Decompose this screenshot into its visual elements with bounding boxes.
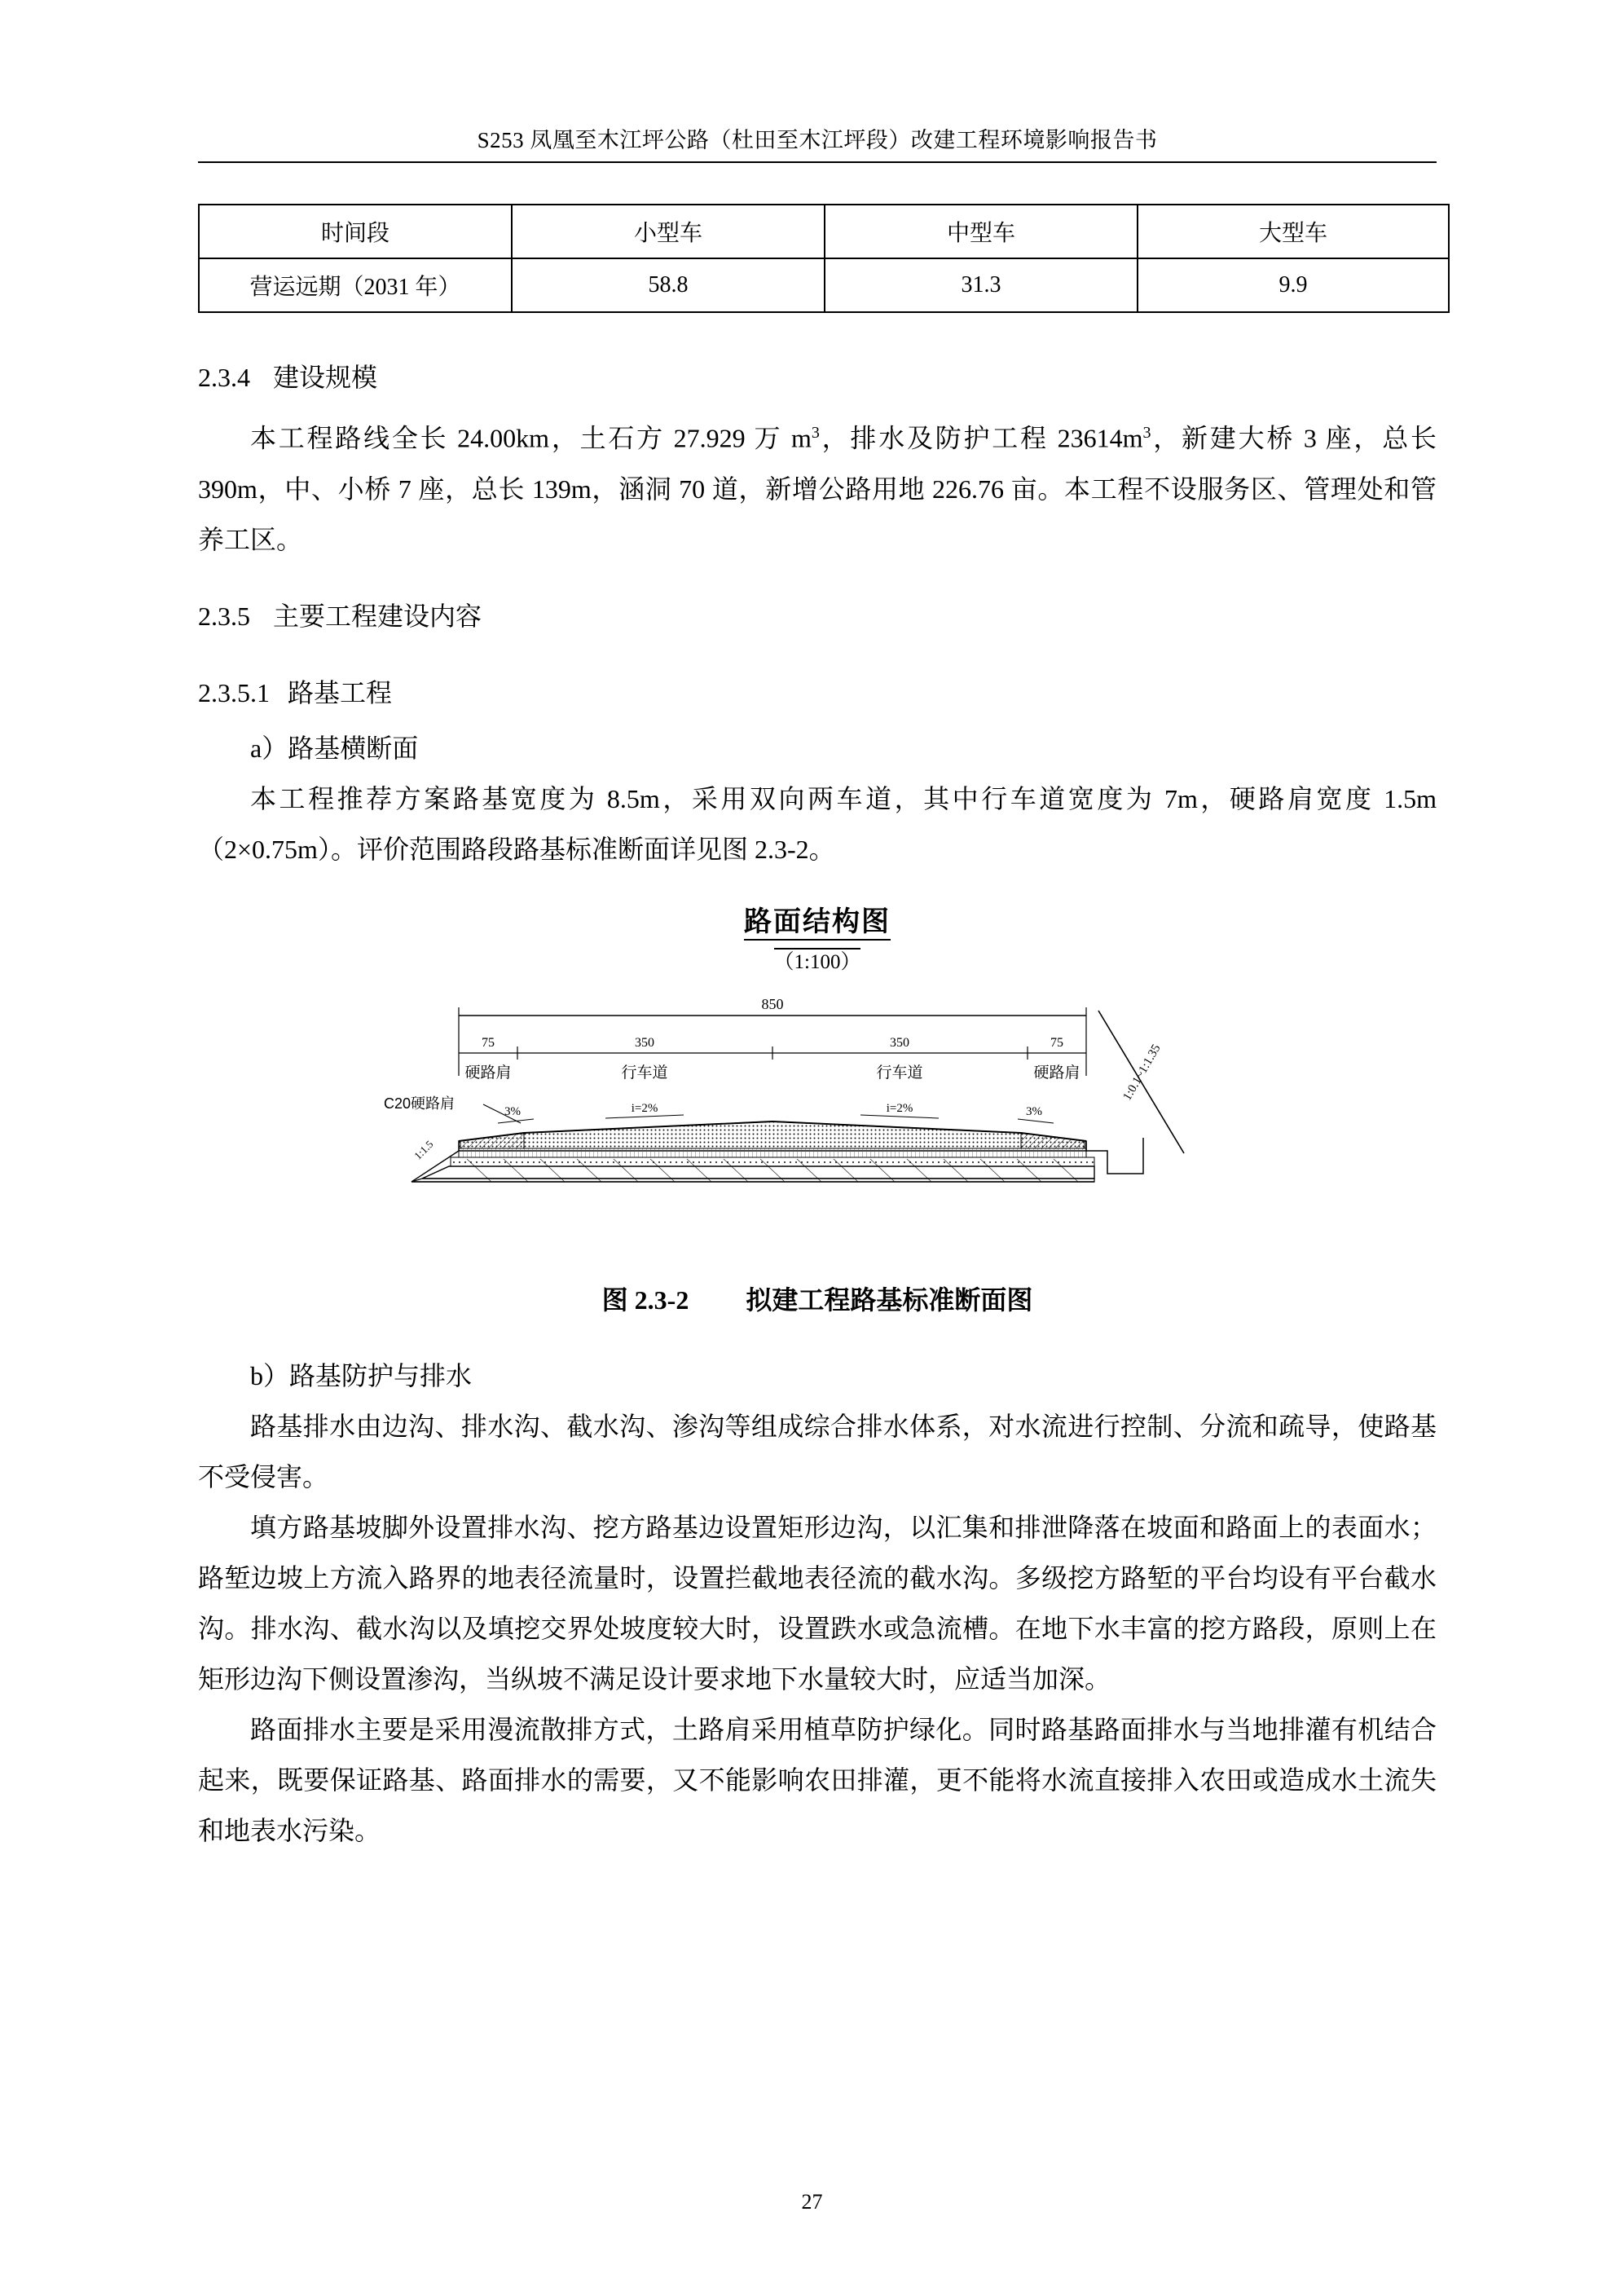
figure-scale-text: （1:100） <box>774 948 861 973</box>
figure-2-3-2 <box>198 894 1437 1350</box>
figure-caption-number: 图 2.3-2 <box>601 1284 689 1315</box>
figure-title <box>198 899 1437 939</box>
figure-caption-text: 拟建工程路基标准断面图 <box>746 1284 1033 1315</box>
label-lane-right: 行车道 <box>876 1064 923 1082</box>
running-header: S253 凤凰至木江坪公路（杜田至木江坪段）改建工程环境影响报告书 <box>477 128 1158 152</box>
list-item-b: b）路基防护与排水 <box>250 1360 473 1390</box>
table-row <box>199 258 1449 312</box>
figure-caption <box>198 1280 1437 1317</box>
dim-lane-right-label: 350 <box>890 1035 909 1050</box>
table-header-cell: 小型车 <box>512 205 825 258</box>
label-cross-slope-left: i=2% <box>631 1101 658 1115</box>
dim-total-label: 850 <box>761 995 784 1012</box>
table-header-cell: 时间段 <box>199 205 512 258</box>
section-title: 建设规模 <box>273 363 378 392</box>
label-slope-left: 3% <box>504 1104 521 1118</box>
table-header-cell: 中型车 <box>825 205 1138 258</box>
figure-drawing <box>198 978 1437 1271</box>
dim-shoulder-right-label: 75 <box>1050 1035 1063 1050</box>
page-number: 27 <box>801 2190 823 2214</box>
paragraph-cross-section: 本工程推荐方案路基宽度为 8.5m，采用双向两车道，其中行车道宽度为 7m，硬路肩宽度 1.5m（2×0.75m）。评价范围路段路基标准断面详见图 2.3-2。 <box>198 783 1437 864</box>
label-lane-left: 行车道 <box>621 1064 668 1082</box>
road-cross-section-svg <box>361 978 1274 1271</box>
label-shoulder-left: 硬路肩 <box>464 1064 512 1082</box>
label-side-slope: 1:0.1~1:1.35 <box>1120 1042 1164 1103</box>
label-c20: C20硬路肩 <box>384 1095 456 1112</box>
body-content <box>198 326 1437 1856</box>
section-heading-2-3-5 <box>198 591 1437 641</box>
table-header-cell: 大型车 <box>1138 205 1449 258</box>
section-number: 2.3.5.1 <box>198 677 270 707</box>
header-divider <box>198 161 1437 163</box>
paragraph-construction-scale <box>198 408 1437 565</box>
section-number: 2.3.4 <box>198 363 250 392</box>
text-run: ，新建大桥 3 座，总长 390m，中、小桥 7 座，总长 139m，涵洞 70 道，新增公路用地 226.76 亩。本工程不设服务区、管理处和管养工区。 <box>198 423 1437 554</box>
paragraph-drainage-2: 填方路基坡脚外设置排水沟、挖方路基边设置矩形边沟，以汇集和排泄降落在坡面和路面上的表面水；路堑边坡上方流入路界的地表径流量时，设置拦截地表径流的截水沟。多级挖方路堑的平台均设有平台截水沟。排水沟、截水沟以及填挖交界处坡度较大时，设置跌水或急流槽。在地下水丰富的挖方路段，原则上在矩形边沟下侧设置渗沟，当纵坡不满足设计要求地下水量较大时，应适当加深。 <box>198 1512 1437 1694</box>
superscript: 3 <box>1142 424 1151 442</box>
figure-title-text: 路面结构图 <box>744 907 891 941</box>
section-title: 路基工程 <box>288 677 393 707</box>
label-edge-ratio: 1:1.5 <box>412 1137 436 1162</box>
text-run: ，排水及防护工程 23614m <box>819 423 1143 453</box>
paragraph-drainage-3: 路面排水主要是采用漫流散排方式，土路肩采用植草防护绿化。同时路基路面排水与当地排灌有机结合起来，既要保证路基、路面排水的需要，又不能影响农田排灌，更不能将水流直接排入农田或造成水土流失和地表水污染。 <box>198 1714 1437 1845</box>
section-heading-2-3-4 <box>198 352 1437 403</box>
table-cell: 9.9 <box>1138 258 1449 312</box>
dim-lane-left-label: 350 <box>635 1035 654 1050</box>
table-cell: 58.8 <box>512 258 825 312</box>
traffic-volume-table <box>198 204 1450 313</box>
dim-shoulder-left-label: 75 <box>482 1035 495 1050</box>
section-title: 主要工程建设内容 <box>273 601 482 631</box>
text-run: 本工程路线全长 24.00km，土石方 27.929 万 m <box>250 423 812 453</box>
superscript: 3 <box>811 424 820 442</box>
list-item-a: a）路基横断面 <box>250 733 419 763</box>
paragraph-drainage-1: 路基排水由边沟、排水沟、截水沟、渗沟等组成综合排水体系，对水流进行控制、分流和疏导，使路基不受侵害。 <box>198 1411 1437 1491</box>
figure-scale <box>198 945 1437 975</box>
section-heading-2-3-5-1 <box>198 668 1437 718</box>
table-cell: 营运远期（2031 年） <box>199 258 512 312</box>
label-cross-slope-right: i=2% <box>886 1101 913 1115</box>
label-slope-right: 3% <box>1026 1104 1042 1118</box>
table-header-row <box>199 205 1449 258</box>
section-number: 2.3.5 <box>198 601 250 631</box>
table-cell: 31.3 <box>825 258 1138 312</box>
label-shoulder-right: 硬路肩 <box>1033 1064 1080 1082</box>
